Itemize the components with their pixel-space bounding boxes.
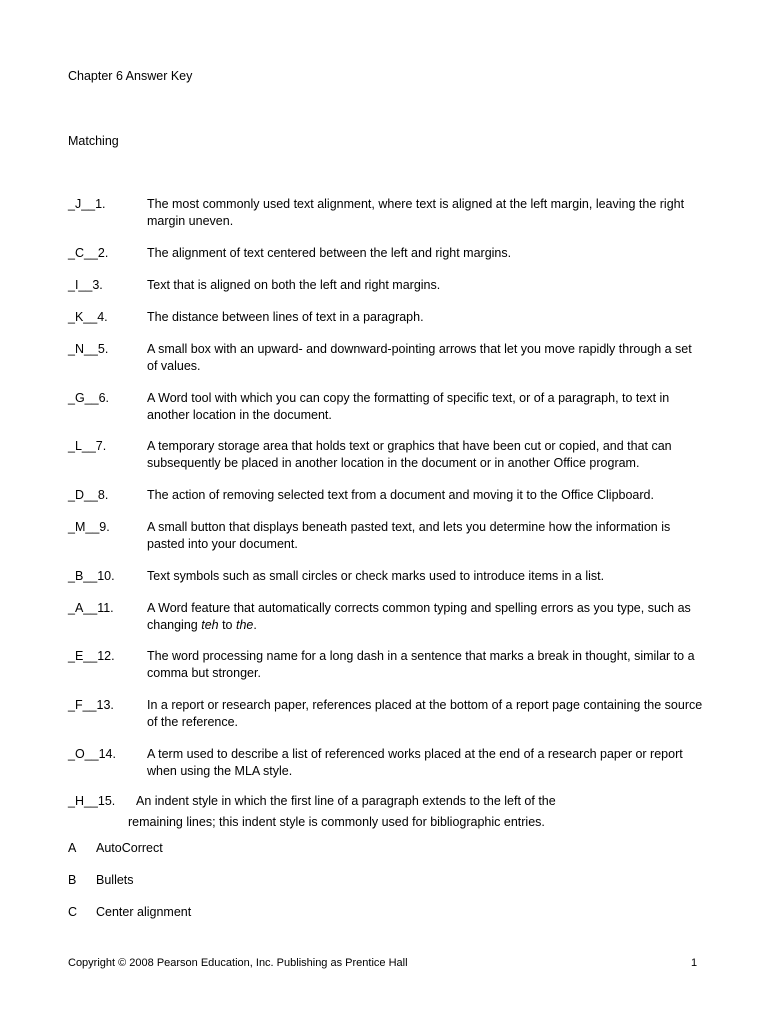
item-answer-number: _D__8. bbox=[68, 488, 109, 502]
item-answer-number: _M__9. bbox=[68, 520, 110, 534]
item-answer-number: _I__3. bbox=[68, 278, 103, 292]
item-definition: A small box with an upward- and downward-pointing arrows that let you move rapidly through a set of values. bbox=[147, 342, 692, 373]
italic-term: teh bbox=[201, 618, 219, 632]
section-heading: Matching bbox=[68, 134, 119, 148]
item-definition: The action of removing selected text from a document and moving it to the Office Clipboard. bbox=[147, 488, 654, 502]
page-number: 1 bbox=[691, 957, 698, 969]
definition-text: A Word feature that automatically corrects common typing and spelling errors as you type, such as changing bbox=[147, 601, 691, 632]
item-answer-number: _A__11. bbox=[68, 601, 114, 615]
item-answer-number: _E__12. bbox=[68, 649, 115, 663]
item-answer-number: _N__5. bbox=[68, 342, 109, 356]
option-letter: A bbox=[68, 841, 77, 855]
item-definition: The distance between lines of text in a paragraph. bbox=[147, 310, 424, 324]
item-answer-number: _K__4. bbox=[68, 310, 108, 324]
footer-copyright: Copyright © 2008 Pearson Education, Inc. Publishing as Prentice Hall bbox=[68, 957, 408, 969]
option-letter: B bbox=[68, 873, 77, 887]
item-definition-line: remaining lines; this indent style is commonly used for bibliographic entries. bbox=[128, 815, 545, 829]
definition-text: to bbox=[218, 618, 236, 632]
item-definition: Text symbols such as small circles or check marks used to introduce items in a list. bbox=[147, 569, 605, 583]
item-definition: A Word tool with which you can copy the formatting of specific text, or of a paragraph, to text in another location in the document. bbox=[147, 391, 670, 422]
item-answer-number: _G__6. bbox=[68, 391, 110, 405]
item-definition bbox=[147, 600, 705, 634]
item-answer-number: _H__15. bbox=[68, 794, 116, 808]
page-title: Chapter 6 Answer Key bbox=[68, 69, 193, 83]
option-label: AutoCorrect bbox=[96, 841, 163, 855]
item-definition: A small button that displays beneath pasted text, and lets you determine how the information is pasted into your document. bbox=[147, 520, 671, 551]
item-answer-number: _C__2. bbox=[68, 246, 109, 260]
item-definition: The alignment of text centered between the left and right margins. bbox=[147, 246, 512, 260]
item-answer-number: _B__10. bbox=[68, 569, 115, 583]
item-definition: A term used to describe a list of referenced works placed at the end of a research paper or report when using the MLA style. bbox=[147, 747, 683, 778]
option-letter: C bbox=[68, 905, 78, 919]
item-answer-number: _F__13. bbox=[68, 698, 114, 712]
option-label: Center alignment bbox=[96, 905, 192, 919]
definition-text: . bbox=[253, 618, 257, 632]
item-answer-number: _O__14. bbox=[68, 747, 116, 761]
item-definition: The word processing name for a long dash in a sentence that marks a break in thought, similar to a comma but stronger. bbox=[147, 649, 695, 680]
item-definition-line: An indent style in which the first line of a paragraph extends to the left of the bbox=[136, 794, 556, 808]
italic-term: the bbox=[235, 618, 254, 632]
item-definition: In a report or research paper, references placed at the bottom of a report page containing the source of the reference. bbox=[147, 698, 703, 729]
item-answer-number: _J__1. bbox=[68, 197, 106, 211]
item-answer-number: _L__7. bbox=[68, 439, 107, 453]
item-definition: A temporary storage area that holds text or graphics that have been cut or copied, and that can subsequently be placed in another location in the document or in another Office program. bbox=[147, 439, 672, 470]
option-label: Bullets bbox=[96, 873, 134, 887]
item-definition: Text that is aligned on both the left and right margins. bbox=[147, 278, 441, 292]
item-definition: The most commonly used text alignment, where text is aligned at the left margin, leaving the right margin uneven. bbox=[147, 197, 685, 228]
